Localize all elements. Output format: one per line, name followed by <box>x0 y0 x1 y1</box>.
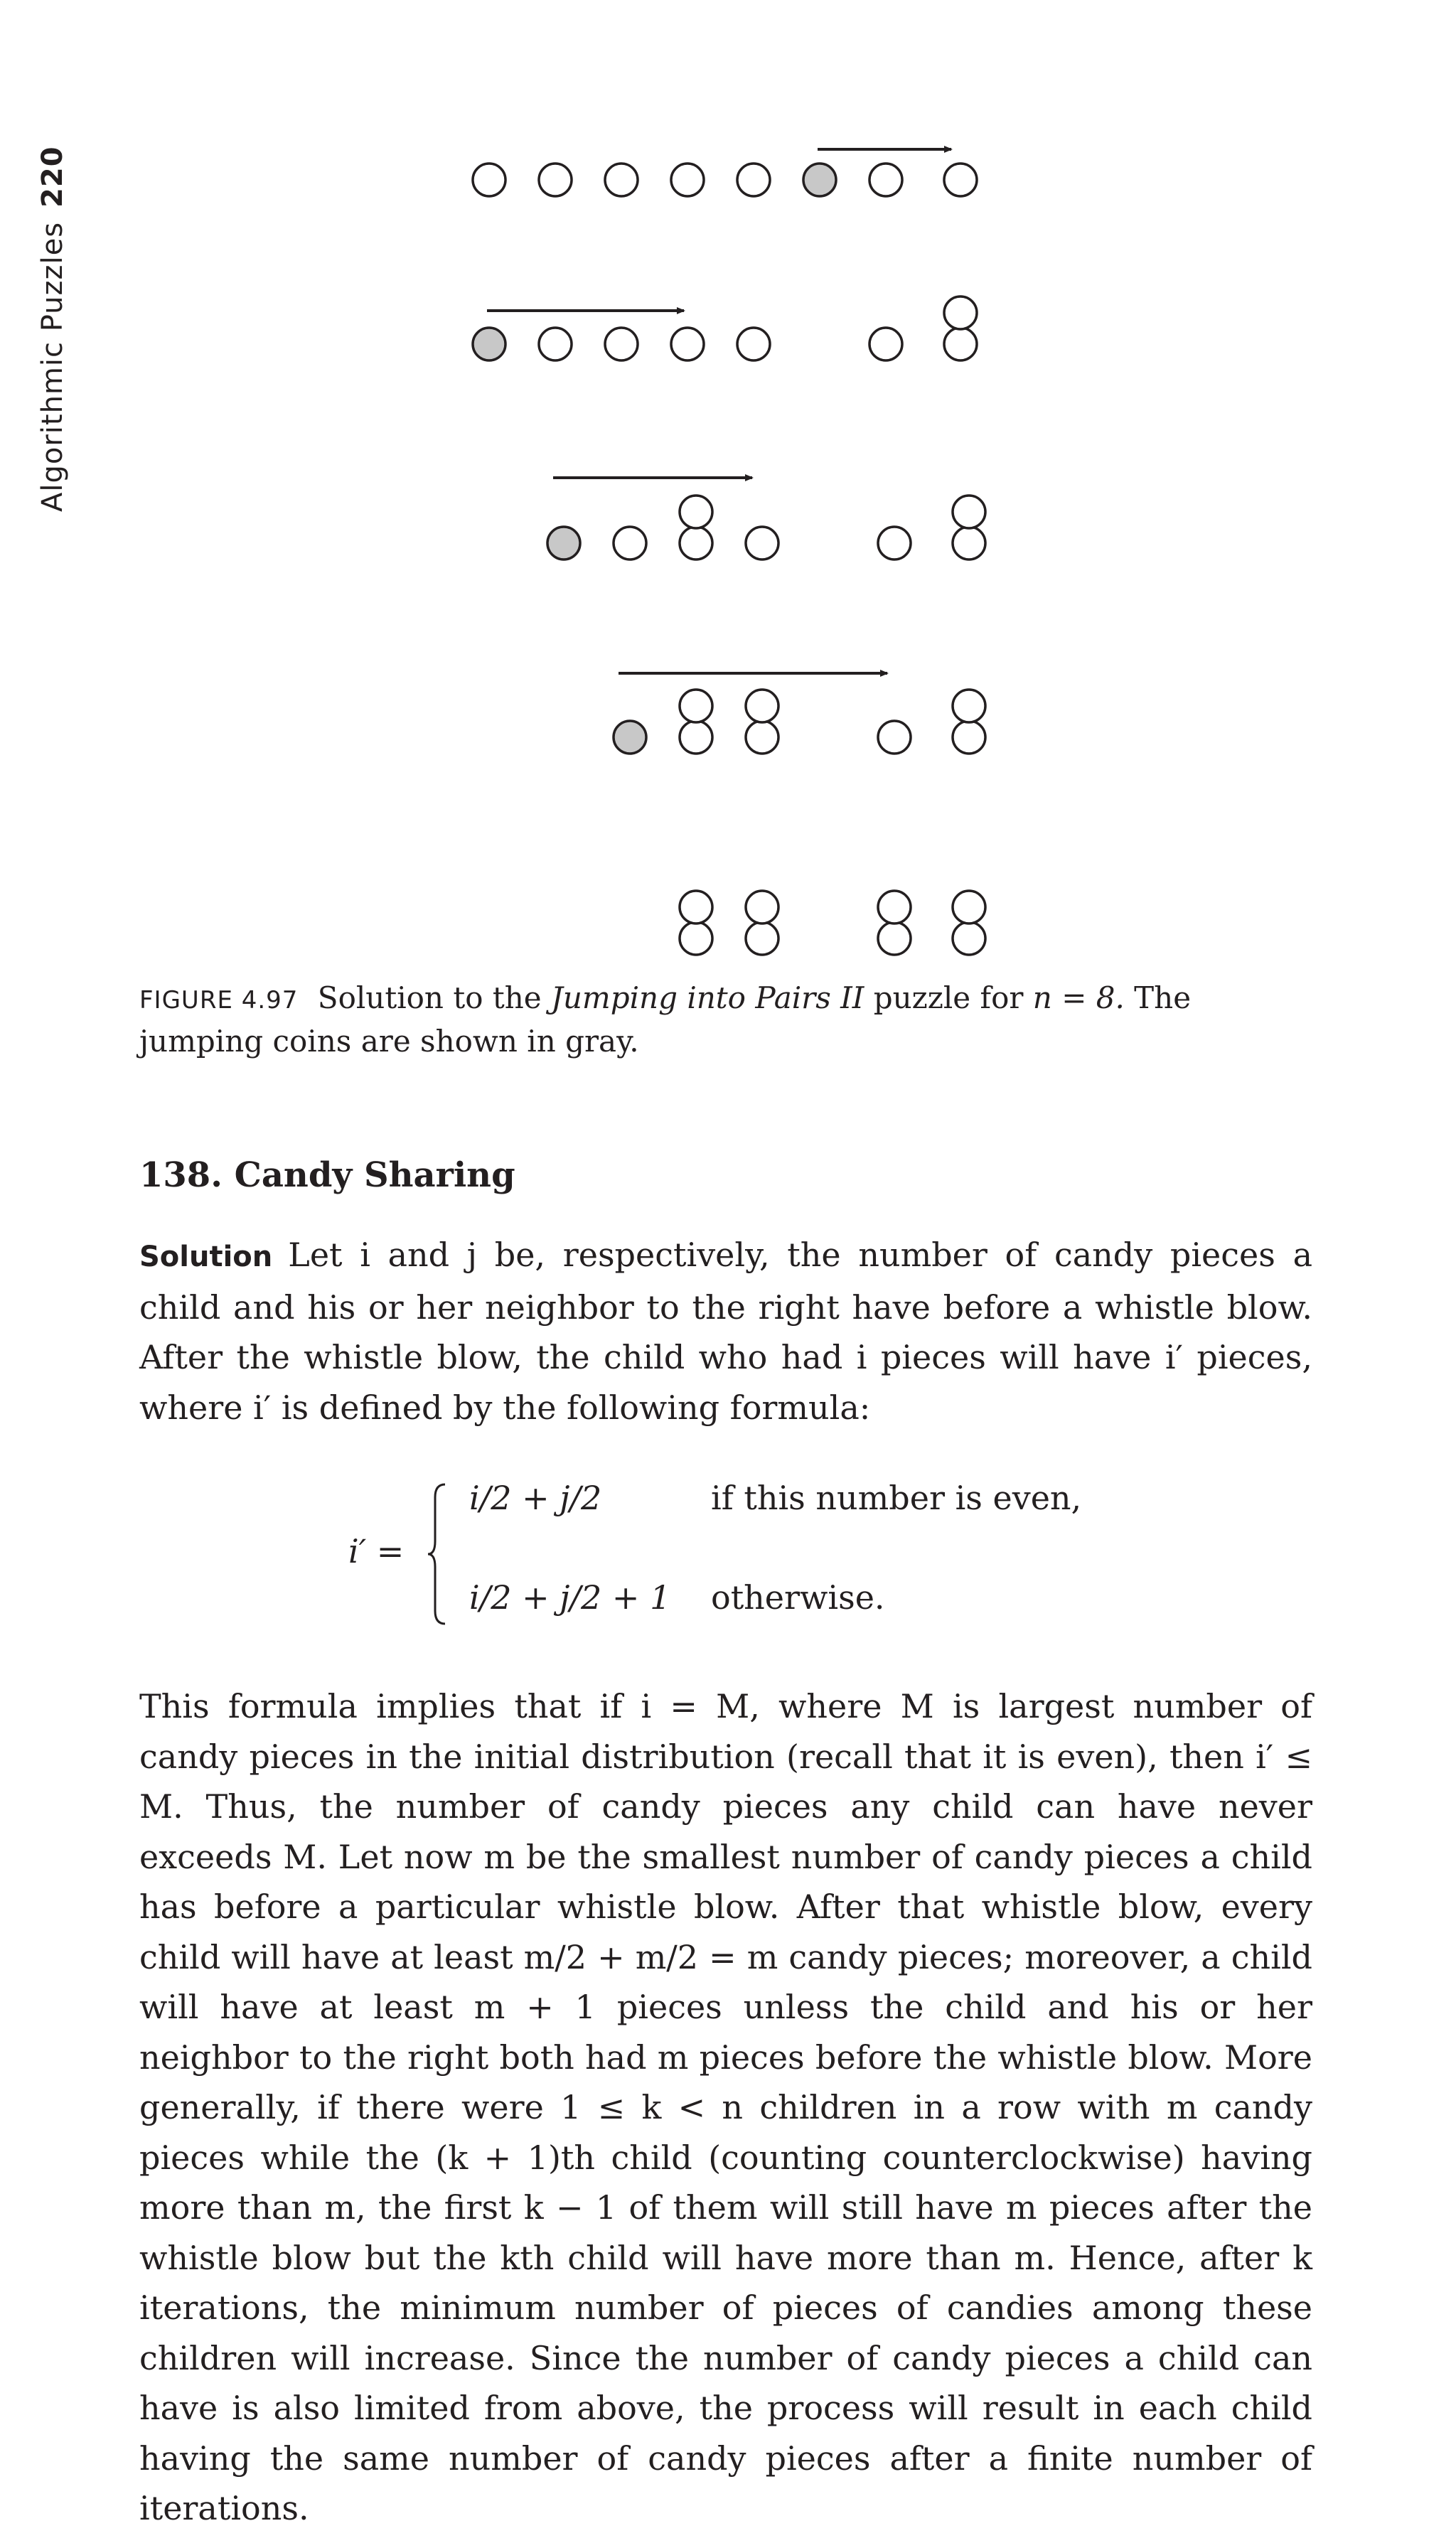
coin <box>680 721 712 754</box>
formula-lhs: i′ = <box>348 1532 405 1570</box>
coin <box>953 721 985 754</box>
coin <box>680 690 712 722</box>
figure-caption <box>139 978 1312 1062</box>
coin <box>605 328 638 360</box>
coin <box>746 527 778 560</box>
figure-label: FIGURE 4.97 <box>139 986 299 1014</box>
coin <box>953 690 985 722</box>
book-title: Algorithmic Puzzles <box>36 221 69 512</box>
coin <box>746 891 778 923</box>
coin <box>869 164 902 196</box>
coin <box>878 922 911 955</box>
coin <box>953 496 985 528</box>
coin <box>539 328 572 360</box>
case-2-expression: i/2 + j/2 + 1 <box>469 1578 671 1617</box>
coin <box>878 527 911 560</box>
case-1-condition: if this number is even, <box>711 1479 1082 1517</box>
coin <box>944 164 977 196</box>
coin <box>953 891 985 923</box>
jumping-coin <box>614 721 646 754</box>
coin <box>680 922 712 955</box>
coin-jump-figure <box>0 0 1456 967</box>
coin <box>671 164 704 196</box>
solution-paragraph-2: This formula implies that if i = M, where M is largest number of candy pieces in the initial distribution (recall that it is even), then i′ ≤ M. Thus, the number of candy pieces any child can have never exceeds M. Let now m be the smallest number of candy pieces a child has before a particular whistle blow. After that whistle blow, every child will have at least m/2 + m/2 = m candy pieces; moreover, a child will have at least m + 1 pieces unless the child and his or her neighbor to the right both had m pieces before the whistle blow. More generally, if there were 1 ≤ k < n children in a row with m candy pieces while the (k + 1)th child (counting counterclockwise) having more than m, the first k − 1 of them will still have m pieces after the whistle blow but the kth child will have more than m. Hence, after k iterations, the minimum number of pieces of candies among these children will increase. Since the number of candy pieces a child can have is also limited from above, the process will result in each child having the same number of candy pieces after a finite number of iterations. <box>139 1687 1312 2527</box>
coin <box>680 891 712 923</box>
coin <box>737 164 770 196</box>
caption-text-1: Solution to the <box>317 980 542 1015</box>
coin <box>605 164 638 196</box>
coin <box>680 496 712 528</box>
coin <box>953 922 985 955</box>
jumping-coin <box>803 164 836 196</box>
coin <box>746 721 778 754</box>
solution-label: Solution <box>139 1241 273 1273</box>
coin <box>944 328 977 360</box>
solution-text-1: Let i and j be, respectively, the number of candy pieces a child and his or her neighbor to the right have before a whistle blow. After the whistle blow, the child who had i pieces will have i′ pieces, where i′ is defined by the following formula: <box>139 1236 1312 1427</box>
left-brace <box>427 1483 448 1625</box>
coin <box>614 527 646 560</box>
coin <box>878 891 911 923</box>
coin <box>878 721 911 754</box>
coin <box>737 328 770 360</box>
coin <box>671 328 704 360</box>
coin <box>473 164 505 196</box>
solution-paragraph-1 <box>139 1230 1312 1433</box>
caption-puzzle-name: Jumping into Pairs II <box>551 980 864 1015</box>
coin <box>746 690 778 722</box>
case-2-condition: otherwise. <box>711 1578 885 1617</box>
coin <box>680 527 712 560</box>
section-title: 138. Candy Sharing <box>139 1155 515 1195</box>
coin <box>746 922 778 955</box>
jumping-coin <box>473 328 505 360</box>
page-number: 220 <box>36 146 69 208</box>
coin <box>539 164 572 196</box>
caption-n-value: n = 8. <box>1032 980 1125 1015</box>
case-1-expression: i/2 + j/2 <box>469 1479 602 1517</box>
piecewise-formula <box>348 1472 1130 1635</box>
caption-text-3: The jumping coins are shown in gray. <box>139 980 1192 1059</box>
caption-text-2: puzzle for <box>873 980 1024 1015</box>
coin <box>944 296 977 329</box>
coin <box>869 328 902 360</box>
coin <box>953 527 985 560</box>
jumping-coin <box>547 527 580 560</box>
